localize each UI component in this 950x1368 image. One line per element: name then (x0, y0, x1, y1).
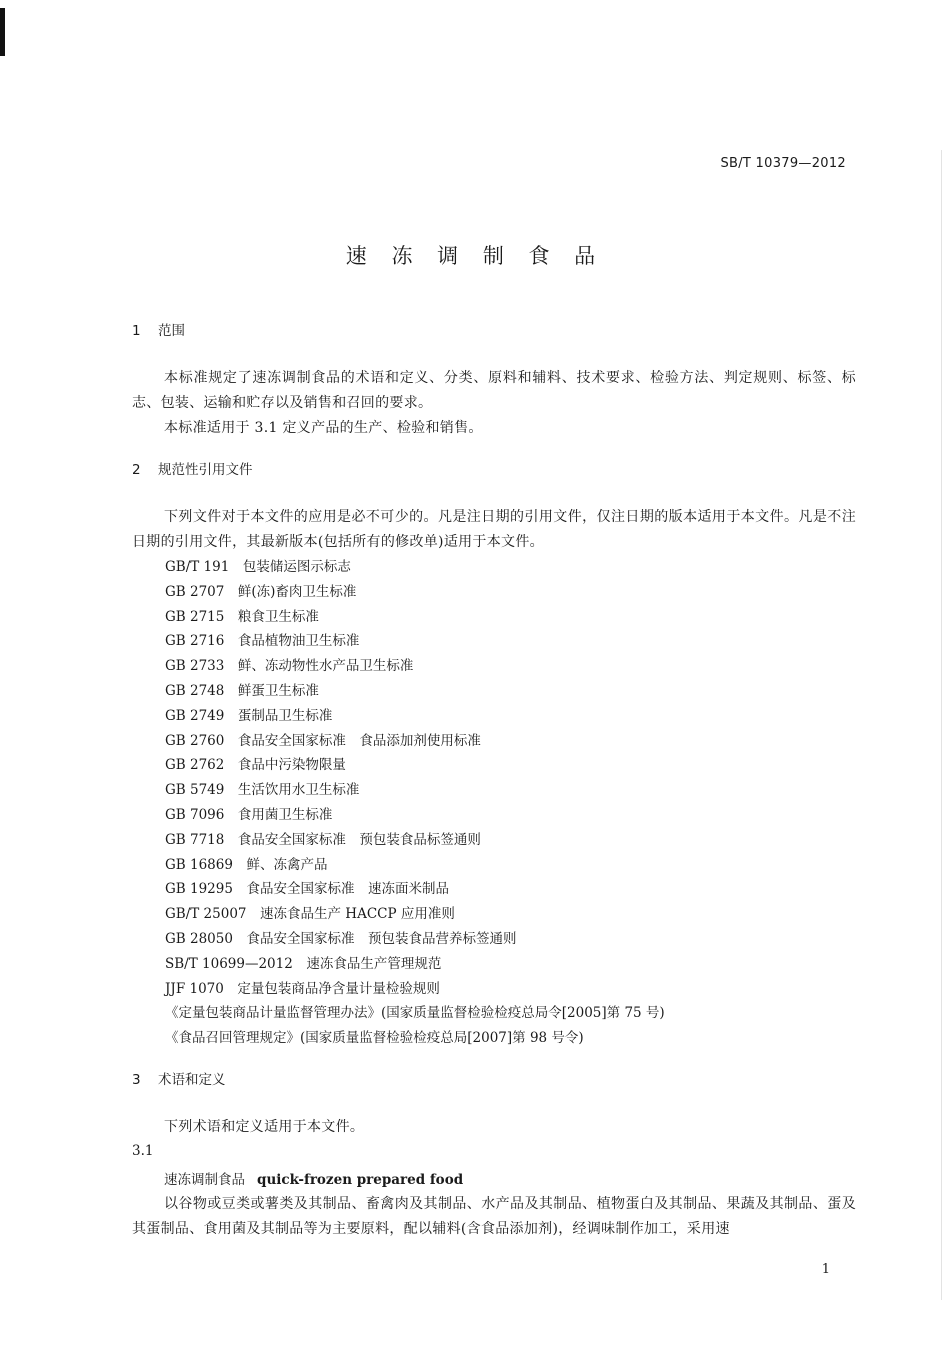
reference-name: 食品中污染物限量 (237, 757, 346, 774)
section-title: 规范性引用文件 (158, 462, 253, 478)
reference-item (132, 605, 856, 630)
reference-name: 蛋制品卫生标准 (237, 707, 333, 724)
reference-code: GB 2733 (165, 658, 225, 675)
term-number: 3.1 (132, 1142, 154, 1159)
reference-name: 速冻食品生产 HACCP 应用准则 (260, 906, 455, 923)
reference-item (132, 654, 856, 679)
scope-paragraph-1: 本标准规定了速冻调制食品的术语和定义、分类、原料和辅料、技术要求、检验方法、判定规则、标签、标志、包装、运输和贮存以及销售和召回的要求。 (132, 370, 856, 411)
reference-name: 食用菌卫生标准 (237, 806, 333, 823)
term-english: quick-frozen prepared food (257, 1171, 464, 1188)
page-title: 速 冻 调 制 食 品 (345, 244, 605, 268)
reference-code: GB 2760 (165, 732, 225, 749)
section-number: 3 (132, 1071, 141, 1088)
reference-code: GB 2707 (165, 583, 225, 600)
reference-code: GB/T 191 (165, 559, 230, 575)
reference-item (132, 828, 856, 853)
reference-code: GB 5749 (165, 782, 225, 799)
document-body (132, 320, 856, 1242)
reference-name: 定量包装商品净含量计量检验规则 (237, 980, 440, 997)
reference-code: GB 2748 (165, 682, 225, 699)
term-chinese: 速冻调制食品 (164, 1171, 245, 1188)
reference-code: GB 28050 (165, 930, 233, 947)
reference-item (132, 555, 856, 580)
reference-code: GB 7718 (165, 831, 225, 848)
reference-item (132, 927, 856, 952)
reference-item (132, 803, 856, 828)
section-3-heading (132, 1069, 856, 1091)
reference-name: 鲜(冻)畜肉卫生标准 (237, 583, 357, 600)
reference-item (132, 580, 856, 605)
page-number: 1 (821, 1262, 830, 1277)
reference-name: 食品安全国家标准 食品添加剂使用标准 (237, 732, 481, 749)
reference-name: 包装储运图示标志 (242, 559, 351, 575)
section-number: 1 (132, 323, 141, 339)
reference-code: GB 16869 (165, 856, 233, 873)
section-number: 2 (132, 462, 141, 478)
reference-item-regulation: 《定量包装商品计量监督管理办法》(国家质量监督检验检疫总局令[2005]第 75 号) (165, 1005, 665, 1022)
reference-item (132, 902, 856, 927)
reference-item (132, 853, 856, 878)
reference-code: GB 7096 (165, 806, 225, 823)
reference-code: GB 19295 (165, 881, 233, 898)
reference-item (132, 729, 856, 754)
reference-name: 食品安全国家标准 预包装食品标签通则 (237, 831, 481, 848)
reference-item (132, 704, 856, 729)
terms-intro: 下列术语和定义适用于本文件。 (164, 1118, 365, 1135)
reference-code: GB 2716 (165, 633, 225, 650)
reference-name: 粮食卫生标准 (237, 608, 319, 625)
reference-name: 鲜、冻禽产品 (246, 856, 328, 873)
reference-code: GB 2762 (165, 757, 225, 774)
reference-code: GB/T 25007 (165, 906, 247, 923)
reference-item (132, 778, 856, 803)
reference-code: GB 2749 (165, 707, 225, 724)
reference-item (132, 977, 856, 1002)
reference-item (132, 753, 856, 778)
reference-name: 鲜蛋卫生标准 (237, 682, 319, 699)
reference-code: GB 2715 (165, 608, 225, 625)
section-2-heading (132, 459, 856, 481)
section-1-heading (132, 320, 856, 342)
reference-name: 食品植物油卫生标准 (237, 633, 360, 650)
page-edge-line (941, 150, 942, 1300)
term-heading (132, 1168, 856, 1192)
reference-item (132, 952, 856, 977)
references-intro: 下列文件对于本文件的应用是必不可少的。凡是注日期的引用文件，仅注日期的版本适用于本文件。凡是不注日期的引用文件，其最新版本(包括所有的修改单)适用于本文件。 (132, 509, 856, 550)
reference-code: SB/T 10699—2012 (165, 955, 293, 972)
reference-name: 生活饮用水卫生标准 (237, 782, 360, 799)
document-code: SB/T 10379—2012 (720, 156, 846, 171)
term-definition: 以谷物或豆类或薯类及其制品、畜禽肉及其制品、水产品及其制品、植物蛋白及其制品、果蔬及其制品、蛋及其蛋制品、食用菌及其制品等为主要原料，配以辅料(含食品添加剂)，经调味制作加工，采用速 (132, 1195, 856, 1237)
reference-item (132, 877, 856, 902)
reference-item (132, 629, 856, 654)
reference-name: 食品安全国家标准 预包装食品营养标签通则 (246, 930, 517, 947)
reference-code: JJF 1070 (165, 980, 224, 997)
reference-name: 鲜、冻动物性水产品卫生标准 (237, 658, 414, 675)
scan-edge-mark (0, 8, 5, 56)
reference-item (132, 679, 856, 704)
reference-list (132, 555, 856, 1051)
reference-name: 食品安全国家标准 速冻面米制品 (246, 881, 449, 898)
section-title: 范围 (158, 323, 185, 339)
reference-name: 速冻食品生产管理规范 (306, 955, 442, 972)
reference-item-regulation: 《食品召回管理规定》(国家质量监督检验检疫总局[2007]第 98 号令) (165, 1030, 584, 1047)
section-title: 术语和定义 (158, 1071, 226, 1088)
scope-paragraph-2: 本标准适用于 3.1 定义产品的生产、检验和销售。 (164, 420, 483, 436)
